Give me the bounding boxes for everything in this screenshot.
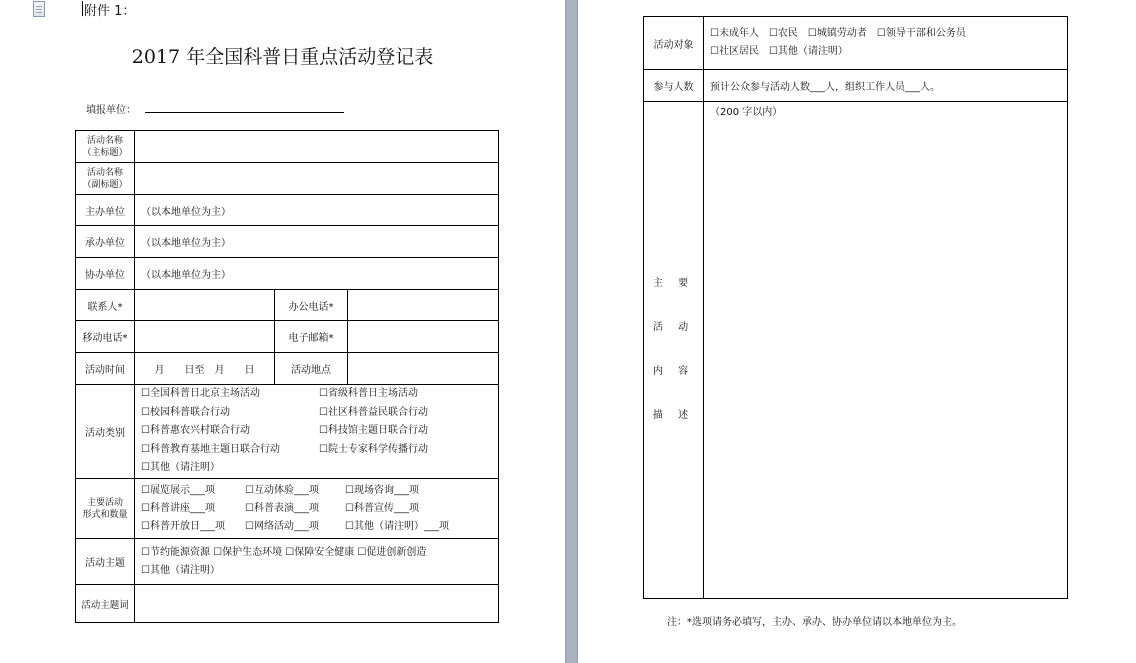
- label-name-main: 活动名称 （主标题）: [76, 131, 135, 163]
- label-time: 活动时间: [76, 353, 135, 385]
- forms-option[interactable]: ☐其他（请注明）___项: [345, 520, 449, 532]
- audience-options: [704, 17, 1068, 70]
- label-email: 电子邮箱*: [275, 321, 348, 353]
- category-option[interactable]: ☐社区科普益民联合行动: [319, 406, 428, 418]
- forms-option[interactable]: ☐科普开放日___项: [141, 520, 225, 532]
- value-office-phone[interactable]: [348, 290, 499, 321]
- form-title: 2017 年全国科普日重点活动登记表: [131, 46, 434, 68]
- row-mobile: [76, 321, 499, 353]
- forms-option[interactable]: ☐网络活动___项: [245, 520, 319, 532]
- category-option[interactable]: ☐全国科普日北京主场活动: [141, 388, 260, 400]
- category-option[interactable]: ☐其他（请注明）: [141, 462, 220, 474]
- forms-option[interactable]: ☐科普宣传___项: [345, 502, 419, 514]
- row-theme: [76, 539, 499, 585]
- value-time[interactable]: 月 日至 月 日: [135, 353, 275, 385]
- label-participants: 参与人数: [644, 70, 704, 102]
- category-option[interactable]: ☐科普教育基地主题日联合行动: [141, 443, 280, 455]
- label-forms: 主要活动 形式和数量: [76, 479, 135, 539]
- label-name-sub: 活动名称 （副标题）: [76, 163, 135, 195]
- footnote: 注：*选项请务必填写，主办、承办、协办单位请以本地单位为主。: [667, 617, 962, 628]
- audience-option-line[interactable]: ☐社区居民 ☐其他（请注明）: [710, 46, 848, 57]
- row-content: [644, 102, 1068, 599]
- forms-options: [135, 479, 499, 539]
- category-option[interactable]: ☐院士专家科学传播行动: [319, 443, 428, 455]
- row-forms: [76, 479, 499, 539]
- label-office-phone: 办公电话*: [275, 290, 348, 321]
- label-theme-words: 活动主题词: [76, 585, 135, 623]
- value-content[interactable]: [704, 102, 1068, 599]
- category-option[interactable]: ☐科技馆主题日联合行动: [319, 425, 428, 437]
- registration-table-continued: [643, 16, 1068, 599]
- value-name-sub[interactable]: [135, 163, 499, 195]
- attachment-label: 附件 1：: [84, 4, 136, 19]
- label-mobile: 移动电话*: [76, 321, 135, 353]
- row-undertaker: [76, 226, 499, 258]
- forms-option[interactable]: ☐现场咨询___项: [345, 484, 419, 496]
- theme-options: [135, 539, 499, 585]
- theme-option-line[interactable]: ☐其他（请注明）: [141, 564, 220, 576]
- row-name-main: [76, 131, 499, 163]
- value-participants[interactable]: 预计公众参与活动人数___人，组织工作人员___人。: [704, 70, 1068, 102]
- forms-option[interactable]: ☐互动体验___项: [245, 484, 319, 496]
- row-participants: [644, 70, 1068, 102]
- label-location: 活动地点: [275, 353, 348, 385]
- row-contact: [76, 290, 499, 321]
- text-cursor: [82, 1, 83, 16]
- document-icon: [33, 1, 45, 17]
- row-time: [76, 353, 499, 385]
- registration-table: [75, 130, 499, 623]
- fill-unit-label: 填报单位：: [86, 105, 136, 116]
- content-hint: （200 字以内）: [710, 107, 783, 118]
- label-co-organizer: 协办单位: [76, 258, 135, 290]
- forms-option[interactable]: ☐科普讲座___项: [141, 502, 215, 514]
- fill-unit-line[interactable]: [145, 112, 344, 113]
- row-co-organizer: [76, 258, 499, 290]
- label-undertaker: 承办单位: [76, 226, 135, 258]
- value-mobile[interactable]: [135, 321, 275, 353]
- row-theme-words: [76, 585, 499, 623]
- category-option[interactable]: ☐科普惠农兴村联合行动: [141, 425, 250, 437]
- category-option[interactable]: ☐校园科普联合行动: [141, 406, 230, 418]
- label-category: 活动类别: [76, 385, 135, 479]
- value-location[interactable]: [348, 353, 499, 385]
- row-name-sub: [76, 163, 499, 195]
- value-organizer[interactable]: （以本地单位为主）: [135, 195, 499, 226]
- document-page-1: [0, 0, 565, 663]
- label-contact: 联系人*: [76, 290, 135, 321]
- category-option[interactable]: ☐省级科普日主场活动: [319, 388, 418, 400]
- value-contact[interactable]: [135, 290, 275, 321]
- row-audience: [644, 17, 1068, 70]
- theme-option-line[interactable]: ☐节约能源资源 ☐保护生态环境 ☐保障安全健康 ☐促进创新创造: [141, 546, 427, 558]
- value-undertaker[interactable]: （以本地单位为主）: [135, 226, 499, 258]
- forms-option[interactable]: ☐科普表演___项: [245, 502, 319, 514]
- label-content: 主 要 活 动 内 容 描 述: [644, 102, 704, 599]
- label-audience: 活动对象: [644, 17, 704, 70]
- value-co-organizer[interactable]: （以本地单位为主）: [135, 258, 499, 290]
- forms-option[interactable]: ☐展览展示___项: [141, 484, 215, 496]
- value-theme-words[interactable]: [135, 585, 499, 623]
- label-theme: 活动主题: [76, 539, 135, 585]
- category-options: [135, 385, 499, 479]
- audience-option-line[interactable]: ☐未成年人 ☐农民 ☐城镇劳动者 ☐领导干部和公务员: [710, 28, 966, 39]
- row-category: [76, 385, 499, 479]
- row-organizer: [76, 195, 499, 226]
- value-email[interactable]: [348, 321, 499, 353]
- value-name-main[interactable]: [135, 131, 499, 163]
- label-organizer: 主办单位: [76, 195, 135, 226]
